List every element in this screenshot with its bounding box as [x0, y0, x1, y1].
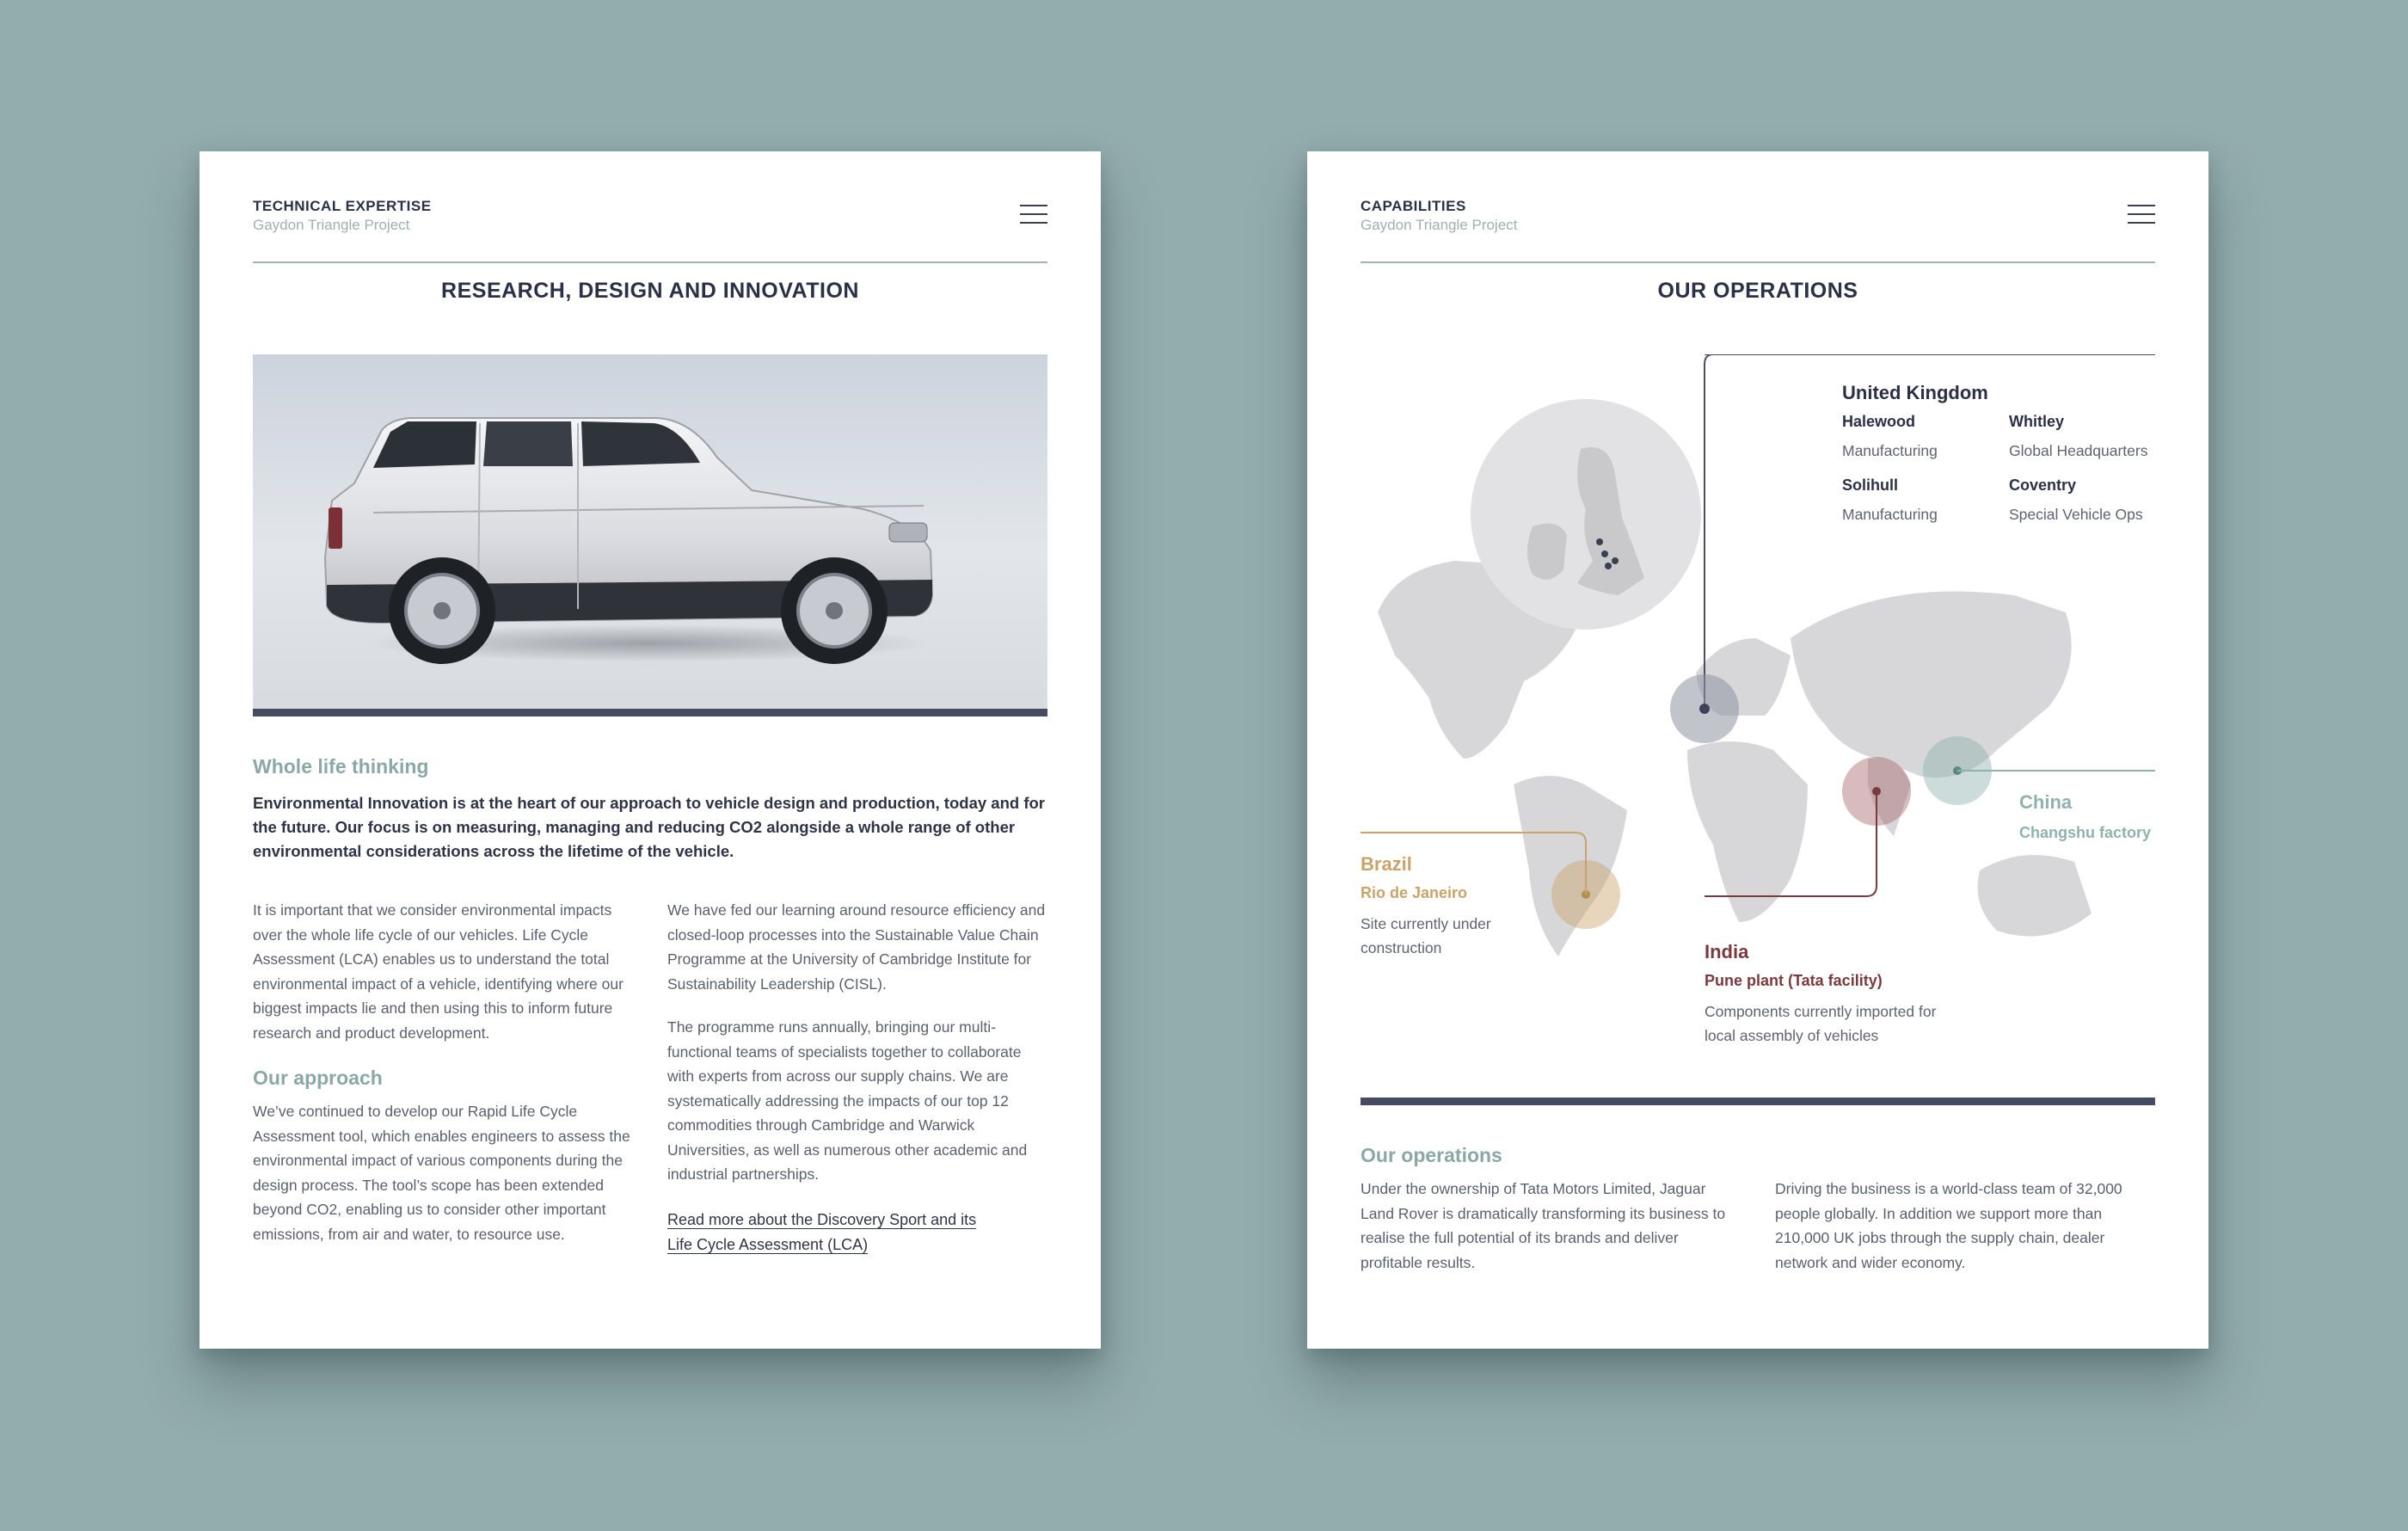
col2-paragraph-2: The programme runs annually, bringing our multi-functional teams of specialists together to collaborate with experts from across our supply chains. We are systematically addressing the impacts of our top 12 commodities through Cambridge and Warwick Universities, as well as numerous other academic and industrial partnerships.	[667, 1018, 1028, 1183]
section-label: TECHNICAL EXPERTISE	[253, 198, 432, 214]
africa-shape	[1687, 741, 1808, 922]
uk-site-dot	[1596, 538, 1603, 545]
read-more-link[interactable]	[667, 1208, 1011, 1257]
map-underline-bar	[1361, 1098, 2155, 1105]
read-more-link-line2[interactable]: Life Cycle Assessment (LCA)	[667, 1235, 869, 1253]
uk-role-whitley: Global Headquarters	[2009, 442, 2148, 459]
uk-role-solihull: Manufacturing	[1842, 506, 1938, 523]
brazil-desc-2: construction	[1361, 939, 1442, 956]
uk-role-halewood: Manufacturing	[1842, 442, 1938, 459]
page-research-design	[200, 151, 1101, 1349]
section-label: CAPABILITIES	[1361, 198, 1466, 214]
ireland-shape	[1527, 524, 1567, 580]
heading-whole-life: Whole life thinking	[253, 755, 429, 778]
col2-paragraph-1: We have fed our learning around resource efficiency and closed-loop processes into the Sustainable Value Chain Programme at the University of Cambridge Institute for Sustainability Leadership (CISL).	[667, 901, 1046, 993]
col1-paragraph-2: We’ve continued to develop our Rapid Life Cycle Assessment tool, which enables engineers to assess the environmental impact of various components during the design process. The tool’s scope has been extended beyond CO2, enabling us to consider other important emissions, from air and water, to resource use.	[253, 1103, 630, 1243]
uk-role-coventry: Special Vehicle Ops	[2009, 506, 2143, 523]
uk-site-solihull: Solihull	[1842, 477, 1898, 494]
brazil-name: Brazil	[1361, 853, 1412, 875]
lead-paragraph: Environmental Innovation is at the heart of our approach to vehicle design and production, today and for the future. Our focus is on measuring, managing and reducing CO2 alongside a whole range of other environmental considerations across the lifetime of the vehicle.	[253, 794, 1045, 860]
uk-site-dot	[1605, 563, 1612, 569]
header-divider	[1361, 261, 2155, 263]
china-site: Changshu factory	[2019, 824, 2152, 841]
heading-our-approach: Our approach	[253, 1067, 383, 1089]
heading-our-operations: Our operations	[1361, 1144, 1502, 1166]
india-site: Pune plant (Tata facility)	[1705, 972, 1883, 989]
col1-paragraph-1: It is important that we consider environmental impacts over the whole life cycle of our vehicles. Life Cycle Assessment (LCA) enables us to understand the total environmental impact of a vehicle, identifying where our biggest impacts lie and then using this to inform future research and product development.	[253, 901, 624, 1042]
project-label: Gaydon Triangle Project	[253, 217, 410, 233]
uk-site-dot	[1601, 550, 1608, 557]
uk-marker-dot	[1699, 704, 1710, 714]
page-title: OUR OPERATIONS	[1657, 279, 1858, 303]
page-title: RESEARCH, DESIGN AND INNOVATION	[441, 279, 859, 303]
hero-underline-bar	[253, 709, 1047, 716]
uk-name: United Kingdom	[1842, 382, 1988, 403]
australia-shape	[1978, 855, 2092, 937]
page-operations	[1307, 151, 2208, 1349]
uk-site-dot	[1612, 557, 1619, 564]
menu-icon[interactable]	[1020, 205, 1047, 225]
menu-icon[interactable]	[2128, 205, 2155, 225]
brazil-desc-1: Site currently under	[1361, 915, 1491, 932]
india-desc-1: Components currently imported for	[1705, 1003, 1937, 1020]
uk-site-halewood: Halewood	[1842, 413, 1916, 430]
read-more-link-line1[interactable]: Read more about the Discovery Sport and its	[667, 1211, 977, 1228]
brazil-site: Rio de Janeiro	[1361, 884, 1468, 901]
header-divider	[253, 261, 1047, 263]
vehicle-hero-image	[253, 354, 1047, 716]
uk-site-coventry: Coventry	[2009, 477, 2077, 494]
project-label: Gaydon Triangle Project	[1361, 217, 1518, 233]
uk-site-whitley: Whitley	[2009, 413, 2065, 430]
india-desc-2: local assembly of vehicles	[1705, 1027, 1879, 1044]
suv-illustration	[253, 354, 1047, 716]
operations-col1: Under the ownership of Tata Motors Limited, Jaguar Land Rover is dramatically transforming its business to realise the full potential of its brands and deliver profitable results.	[1361, 1180, 1726, 1271]
operations-col2: Driving the business is a world-class team of 32,000 people globally. In addition we support more than 210,000 UK jobs through the supply chain, dealer network and wider economy.	[1775, 1180, 2122, 1271]
china-name: China	[2019, 791, 2073, 813]
india-name: India	[1705, 941, 1749, 962]
